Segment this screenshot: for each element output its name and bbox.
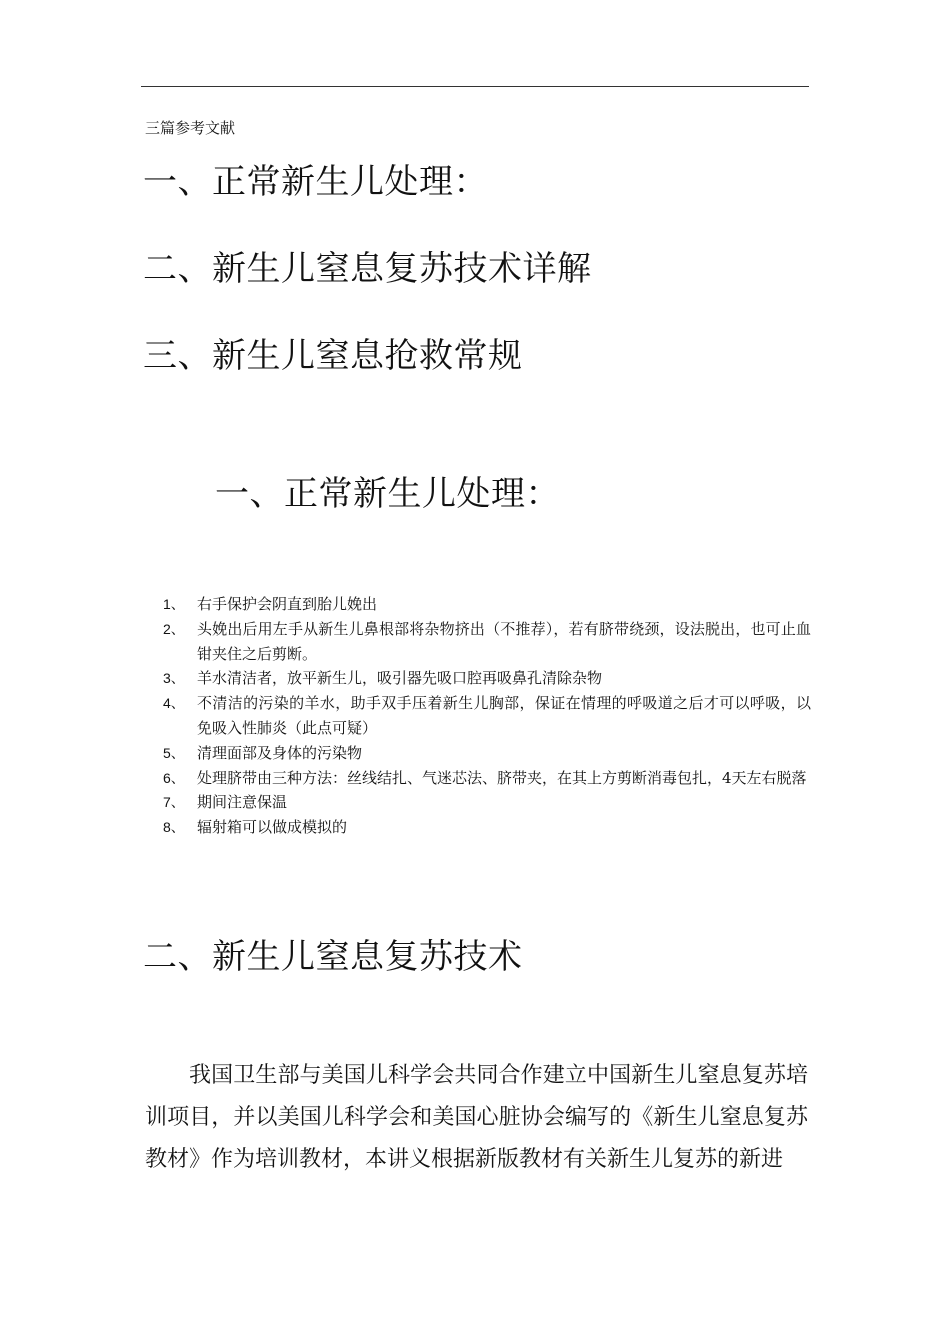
section-2-intro-paragraph: 我国卫生部与美国儿科学会共同合作建立中国新生儿窒息复苏培训项目，并以美国儿科学会和美国心脏协会编写的《新生儿窒息复苏教材》作为培训教材，本讲义根据新版教材有关新生儿复苏的新进	[145, 1063, 808, 1172]
list-item-number: 2、	[163, 620, 185, 637]
list-item-number: 6、	[163, 769, 185, 786]
list-item-text: 清理面部及身体的污染物	[197, 743, 363, 762]
list-item-text: 羊水清洁者，放平新生儿，吸引器先吸口腔再吸鼻孔清除杂物	[197, 669, 603, 688]
list-item-number: 3、	[163, 670, 185, 687]
list-item	[163, 666, 811, 691]
toc-item-2: 二、新生儿窒息复苏技术详解	[143, 249, 592, 289]
section-2-heading: 二、新生儿窒息复苏技术	[143, 937, 523, 977]
toc-item-1: 一、正常新生儿处理：	[143, 162, 488, 202]
list-item	[163, 741, 811, 766]
steps-list	[163, 592, 811, 840]
list-item-number: 4、	[163, 695, 185, 712]
list-item-number: 1、	[163, 596, 185, 612]
section-1-heading: 一、正常新生儿处理：	[215, 474, 560, 514]
list-item	[163, 766, 811, 791]
list-item	[163, 592, 811, 617]
list-item-text: 期间注意保温	[197, 793, 288, 812]
document-subtitle: 三篇参考文献	[145, 119, 236, 137]
list-item	[163, 815, 811, 840]
list-item-number: 8、	[163, 819, 185, 836]
list-item-text: 处理脐带由三种方法：丝线结扎、气迷芯法、脐带夹，在其上方剪断消毒包扎，4天左右脱落	[197, 768, 807, 787]
list-item	[163, 691, 811, 741]
list-item-number: 5、	[163, 744, 185, 761]
list-item-text: 辐射箱可以做成模拟的	[197, 818, 348, 837]
list-item-text: 头娩出后用左手从新生儿鼻根部将杂物挤出（不推荐），若有脐带绕颈，设法脱出，也可止血钳夹住之后剪断。	[197, 619, 811, 663]
toc-item-3: 三、新生儿窒息抢救常规	[143, 336, 523, 376]
list-item-text: 右手保护会阴直到胎儿娩出	[197, 595, 378, 613]
list-item	[163, 790, 811, 815]
list-item-number: 7、	[163, 794, 185, 811]
list-item-text: 不清洁的污染的羊水，助手双手压着新生儿胸部，保证在情理的呼吸道之后才可以呼吸，以免吸入性肺炎（此点可疑）	[197, 694, 811, 737]
header-rule	[141, 86, 809, 87]
list-item	[163, 617, 811, 667]
